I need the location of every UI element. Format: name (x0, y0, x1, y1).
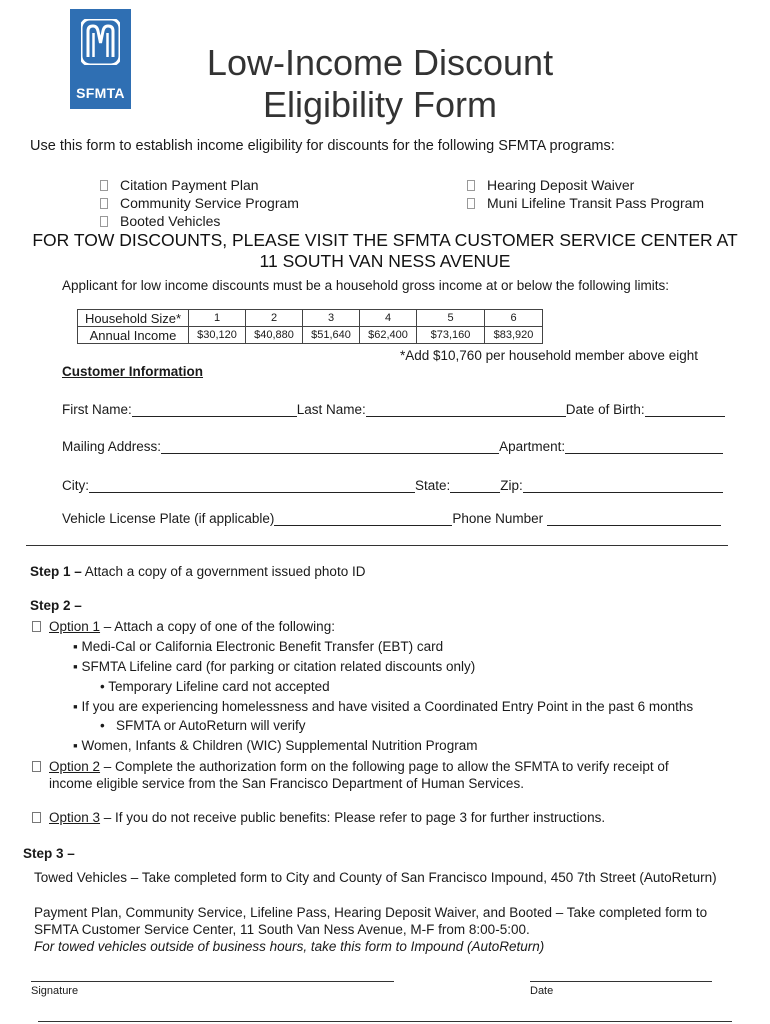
option-3: Option 3 – If you do not receive public benefits: Please refer to page 3 for further instructions. (32, 810, 605, 825)
mailing-row: Mailing Address: Apartment: (62, 439, 723, 454)
income-limits-text: Applicant for low income discounts must be a household gross income at or below the following limits: (62, 278, 670, 293)
signature-field[interactable] (31, 981, 394, 982)
programs-left-list (100, 176, 299, 230)
list-item: Community Service Program (100, 194, 299, 212)
checkbox-glyph-icon (467, 198, 475, 209)
form-title (190, 42, 570, 126)
list-item: Citation Payment Plan (100, 176, 299, 194)
mailing-address-field[interactable] (161, 440, 499, 454)
last-name-field[interactable] (366, 403, 566, 417)
name-row: First Name: Last Name: Date of Birth: (62, 402, 725, 417)
title-line-1: Low-Income Discount (206, 42, 554, 83)
sfmta-m-icon (81, 19, 120, 65)
sfmta-logo (70, 9, 131, 109)
option-1: Option 1 – Attach a copy of one of the following: (32, 619, 335, 634)
logo-text: SFMTA (76, 85, 125, 101)
dob-field[interactable] (645, 403, 725, 417)
list-item: ▪ Medi-Cal or California Electronic Benefit Transfer (EBT) card (73, 639, 444, 654)
city-row: City: State: Zip: (62, 478, 723, 493)
checkbox-glyph-icon (467, 180, 475, 191)
list-item: • SFMTA or AutoReturn will verify (100, 718, 306, 733)
list-item: Booted Vehicles (100, 212, 299, 230)
list-item: ▪ SFMTA Lifeline card (for parking or citation related discounts only) (73, 659, 476, 674)
date-label: Date (530, 985, 554, 997)
list-item: • Temporary Lifeline card not accepted (100, 679, 330, 694)
checkbox-glyph-icon (100, 198, 108, 209)
first-name-field[interactable] (132, 403, 297, 417)
income-limits-table (77, 309, 543, 344)
step-3-towed: Towed Vehicles – Take completed form to City and County of San Francisco Impound, 450 7th Street (AutoReturn) (34, 870, 717, 885)
apartment-field[interactable] (565, 440, 723, 454)
date-field[interactable] (530, 981, 712, 982)
option-2: Option 2 – Complete the authorization form on the following page to allow the SFMTA to verify receipt of (32, 759, 742, 774)
plate-phone-row: Vehicle License Plate (if applicable) Phone Number (62, 511, 721, 526)
programs-right-list (467, 176, 704, 212)
zip-field[interactable] (523, 479, 723, 493)
title-line-2: Eligibility Form (262, 84, 498, 125)
step-3-after-hours-note: For towed vehicles outside of business hours, take this form to Impound (AutoReturn) (34, 939, 545, 954)
city-field[interactable] (89, 479, 415, 493)
signature-label: Signature (31, 985, 79, 997)
step-2-heading: Step 2 – (30, 598, 82, 613)
list-item: ▪ If you are experiencing homelessness and have visited a Coordinated Entry Point in the past 6 months (73, 699, 694, 714)
option-2-line-2: income eligible service from the San Francisco Department of Human Services. (49, 776, 524, 791)
additional-member-note: *Add $10,760 per household member above eight (400, 348, 698, 363)
annual-income-label: Annual Income (78, 327, 189, 344)
option-2-checkbox[interactable] (32, 761, 41, 772)
option-1-checkbox[interactable] (32, 621, 41, 632)
list-item: Hearing Deposit Waiver (467, 176, 704, 194)
step-3-heading: Step 3 – (23, 846, 75, 861)
footer-divider (38, 1021, 732, 1022)
table-row: Household Size* 1 2 3 4 5 6 (78, 310, 543, 327)
step-3-payment-line-2: SFMTA Customer Service Center, 11 South Van Ness Avenue, M-F from 8:00-5:00. (34, 922, 530, 937)
step-3-payment-line-1: Payment Plan, Community Service, Lifeline Pass, Hearing Deposit Waiver, and Booted – Take completed form to (34, 905, 708, 920)
customer-info-heading: Customer Information (62, 364, 204, 379)
option-3-checkbox[interactable] (32, 812, 41, 823)
tow-notice: FOR TOW DISCOUNTS, PLEASE VISIT THE SFMTA CUSTOMER SERVICE CENTER AT 11 SOUTH VAN NESS AVENUE (32, 230, 738, 271)
intro-text: Use this form to establish income eligibility for discounts for the following SFMTA programs: (30, 138, 615, 154)
state-field[interactable] (450, 479, 500, 493)
step-1: Step 1 – Attach a copy of a government issued photo ID (30, 564, 366, 579)
phone-number-field[interactable] (547, 512, 721, 526)
list-item: Muni Lifeline Transit Pass Program (467, 194, 704, 212)
list-item: ▪ Women, Infants & Children (WIC) Supplemental Nutrition Program (73, 738, 478, 753)
table-row: Annual Income $30,120 $40,880 $51,640 $62,400 $73,160 $83,920 (78, 327, 543, 344)
checkbox-glyph-icon (100, 180, 108, 191)
section-divider (26, 545, 728, 546)
license-plate-field[interactable] (274, 512, 452, 526)
household-size-label: Household Size* (78, 310, 189, 327)
checkbox-glyph-icon (100, 216, 108, 227)
